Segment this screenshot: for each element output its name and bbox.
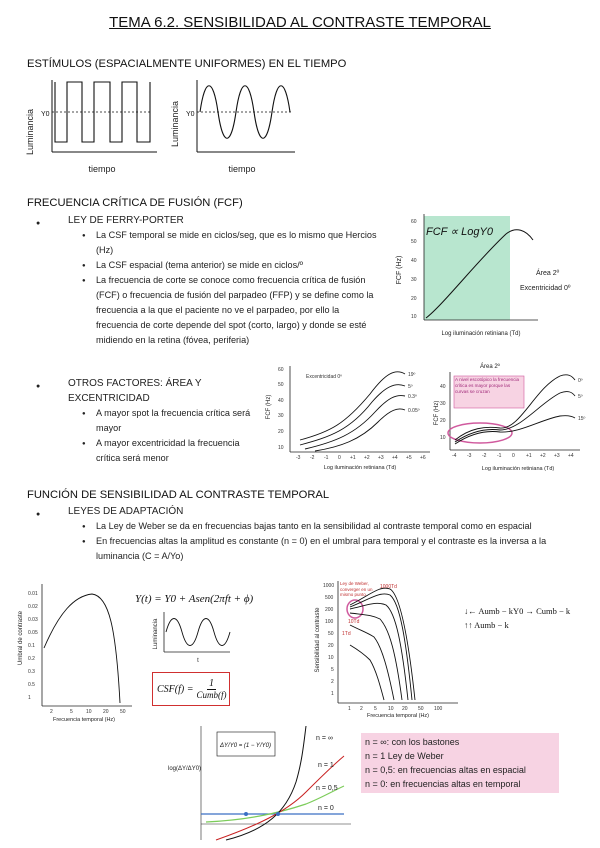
ecc-xtick-6: +2 (540, 453, 546, 459)
square-y0-label: Y0 (41, 111, 50, 118)
area-xtick-8: +5 (406, 455, 412, 461)
threshold-chart (14, 578, 134, 723)
ferry-porter-list (96, 228, 378, 348)
csf-series-1000: 1000Td (380, 584, 397, 590)
thr-xtick-0: 2 (50, 709, 53, 715)
bullet-other-factors-label: ● OTROS FACTORES: ÁREA Y EXCENTRICIDAD (68, 378, 201, 404)
sine-ylabel: Luminancia (170, 100, 180, 148)
weber-arrows (464, 604, 570, 632)
csf-xtick-3: 10 (388, 706, 394, 712)
sine-xlabel: tiempo (228, 164, 256, 174)
area-ytick-0: 60 (278, 367, 284, 373)
laws-point-a (244, 812, 248, 816)
thr-xtick-2: 10 (86, 709, 92, 715)
adaptation-list (96, 519, 581, 564)
csf-ytick-3: 100 (325, 619, 334, 625)
ecc-series-15: 15º (578, 416, 586, 422)
thr-ytick-8: 1 (28, 695, 31, 701)
list-item: ● A mayor spot la frecuencia crítica será mayor (96, 406, 256, 436)
fp-note-area: Área 2º (536, 270, 560, 277)
square-xlabel: tiempo (88, 164, 116, 174)
fp-ytick-5: 10 (411, 314, 417, 320)
area-xtick-7: +4 (392, 455, 398, 461)
csf-xlabel: Frecuencia temporal (Hz) (366, 713, 430, 719)
weber-arrows-line2: ↑↑ Aumb − k (464, 620, 509, 630)
thr-ytick-3: 0.05 (28, 630, 38, 636)
bullet-ferry-porter (68, 213, 184, 228)
section-heading-stimuli: ESTÍMULOS (ESPACIALMENTE UNIFORMES) EN EL TIEMPO (27, 58, 347, 70)
laws-series-inf: n = ∞ (316, 735, 333, 742)
area-ytick-1: 50 (278, 382, 284, 388)
area-xlabel: Log iluminación retiniana (Td) (323, 465, 397, 471)
laws-ylabel: log(ΔY/ΔY0) (168, 766, 202, 772)
bullet-adaptation-label: ● LEYES DE ADAPTACIÓN (68, 506, 183, 517)
other-factors-list (96, 406, 256, 466)
ecc-xtick-5: +1 (526, 453, 532, 459)
mini-xlabel: t (197, 658, 199, 664)
area-label: Excentricidad 0º (306, 374, 343, 380)
laws-legend-box (361, 733, 559, 793)
mini-sine (166, 619, 230, 646)
csf-curve-10 (350, 613, 402, 700)
area-curve-19 (300, 372, 405, 440)
list-item: ● La Ley de Weber se da en frecuencias bajas tanto en la sensibilidad al contraste temporal como en espacial (96, 519, 581, 534)
ecc-xlabel: Log iluminación retiniana (Td) (481, 466, 555, 472)
fp-ytick-0: 60 (411, 219, 417, 225)
area-xtick-3: 0 (338, 455, 341, 461)
csf-ytick-5: 20 (328, 643, 334, 649)
list-item: ● A mayor excentricidad la frecuencia crítica será menor (96, 436, 256, 466)
csf-denominator: Cumb(f) (196, 690, 227, 700)
area-curve-5 (300, 385, 405, 445)
list-item: ● La CSF temporal se mide en ciclos/seg, que es lo mismo que Hercios (Hz) (96, 228, 378, 258)
thr-xlabel: Frecuencia temporal (Hz) (52, 717, 116, 723)
ecc-series-5: 5º (578, 394, 583, 400)
csf-ytick-4: 50 (328, 631, 334, 637)
laws-series-1: n = 1 (318, 762, 334, 769)
area-xtick-1: -2 (310, 455, 315, 461)
laws-series-05: n = 0,5 (316, 785, 338, 792)
area-xtick-9: +6 (420, 455, 426, 461)
section-heading-fcf: FRECUENCIA CRÍTICA DE FUSIÓN (FCF) (27, 197, 243, 209)
legend-item: n = 0: en frecuencias altas en temporal (365, 779, 521, 789)
adaptation-laws-chart (166, 722, 356, 848)
fp-ytick-2: 40 (411, 258, 417, 264)
legend-item: n = ∞: con los bastones (365, 737, 460, 747)
csf-ytick-7: 5 (331, 667, 334, 673)
ecc-annotation: A nivel escotópico la frecuencia crítica es mayor porque las curvas se cruzan (455, 377, 520, 394)
legend-item: n = 1 Ley de Weber (365, 751, 444, 761)
fp-formula: FCF ∝ LogY0 (426, 226, 493, 238)
laws-formula: ΔY/Y0 = (1 − Y/Y0) (220, 743, 271, 749)
ecc-ylabel: FCF (Hz) (434, 400, 440, 426)
fp-ylabel: FCF (Hz) (396, 255, 403, 285)
csf-curve-500 (350, 594, 412, 700)
csf-ytick-2: 200 (325, 607, 334, 613)
fp-ytick-4: 20 (411, 296, 417, 302)
area-xtick-0: -3 (296, 455, 301, 461)
mini-ylabel: Luminancia (153, 618, 159, 650)
ecc-xtick-3: -1 (497, 453, 502, 459)
csf-xtick-4: 20 (402, 706, 408, 712)
formula-luminance-time: Y(t) = Y0 + Asen(2πft + ϕ) (135, 593, 254, 605)
csf-ytick-0: 1000 (323, 583, 335, 589)
ecc-ytick-2: 20 (440, 418, 446, 424)
thr-ytick-0: 0.01 (28, 591, 38, 597)
list-item: ● La CSF espacial (tema anterior) se mide en ciclos/º (96, 258, 378, 273)
ecc-ytick-1: 30 (440, 401, 446, 407)
bullet-adaptation (68, 504, 183, 519)
area-series-5: 5º (408, 384, 413, 390)
area-xtick-6: +3 (378, 455, 384, 461)
thr-xtick-4: 50 (120, 709, 126, 715)
csf-xtick-2: 5 (374, 706, 377, 712)
sine-wave-figure (167, 72, 302, 178)
ecc-series-0: 0º (578, 378, 583, 384)
list-item: ● La frecuencia de corte se conoce como frecuencia crítica de fusión (FCF) o frecuencia de fusión del parpadeo (FFP) y se define como la frecuencia a la que el paciente no ve el parpadeo, por ello la frecuencia de corte depende del spot (corto, largo) y donde se esté midiendo en la retina (fóvea, periferia) (96, 273, 378, 348)
thr-ytick-5: 0.2 (28, 656, 35, 662)
ecc-xtick-4: 0 (512, 453, 515, 459)
ecc-xtick-2: -2 (482, 453, 487, 459)
fp-ytick-3: 30 (411, 277, 417, 283)
sine-y0-label: Y0 (186, 111, 195, 118)
csf-ylabel: Sensibilidad al contraste (315, 607, 321, 673)
thr-ytick-1: 0.02 (28, 604, 38, 610)
csf-xtick-5: 50 (418, 706, 424, 712)
ferry-porter-chart (388, 210, 580, 340)
csf-weber-label: Ley de Weber, converger en un mismo punto (340, 581, 373, 597)
area-ylabel: FCF (Hz) (266, 394, 272, 420)
ecc-xtick-0: -4 (452, 453, 457, 459)
area-series-03: 0.3º (408, 394, 417, 400)
csf-xtick-0: 1 (348, 706, 351, 712)
square-wave-figure (22, 72, 162, 178)
csf-curves-chart (310, 575, 460, 719)
csf-ytick-6: 10 (328, 655, 334, 661)
area-ytick-3: 30 (278, 413, 284, 419)
csf-lhs: CSF(f) = (157, 683, 194, 695)
area-xtick-2: -1 (324, 455, 329, 461)
page-title: TEMA 6.2. SENSIBILIDAD AL CONTRASTE TEMPORAL (109, 14, 491, 31)
thr-xtick-1: 5 (70, 709, 73, 715)
ecc-xtick-7: +3 (554, 453, 560, 459)
mini-wave-figure (150, 608, 235, 666)
square-ylabel: Luminancia (25, 108, 35, 156)
csf-fraction (196, 678, 226, 700)
area-chart (260, 362, 435, 474)
thr-ytick-7: 0.5 (28, 682, 35, 688)
formula-csf-box (152, 672, 230, 706)
area-ytick-2: 40 (278, 398, 284, 404)
csf-curve-01 (350, 645, 384, 700)
csf-ytick-9: 1 (331, 691, 334, 697)
thr-ytick-6: 0.3 (28, 669, 35, 675)
area-series-005: 0.05º (408, 408, 420, 414)
eccentricity-chart (434, 358, 590, 480)
laws-series-0: n = 0 (318, 805, 334, 812)
area-curve-03 (305, 396, 405, 449)
thr-ytick-2: 0.03 (28, 617, 38, 623)
fp-xlabel: Log iluminación retiniana (Td) (441, 331, 521, 337)
thr-ytick-4: 0.1 (28, 643, 35, 649)
area-ytick-4: 20 (278, 429, 284, 435)
csf-xtick-6: 100 (434, 706, 443, 712)
csf-numerator: 1 (208, 678, 214, 689)
area-ytick-5: 10 (278, 445, 284, 451)
csf-curve-1 (350, 625, 394, 700)
fp-ytick-1: 50 (411, 239, 417, 245)
csf-ytick-1: 500 (325, 595, 334, 601)
area-series-19: 19º (408, 372, 416, 378)
ecc-xtick-8: +4 (568, 453, 574, 459)
thr-xtick-3: 20 (103, 709, 109, 715)
area-xtick-4: +1 (350, 455, 356, 461)
csf-series-1: 1Td (342, 631, 351, 637)
ecc-ytick-0: 40 (440, 384, 446, 390)
legend-item: n = 0,5: en frecuencias altas en espacial (365, 765, 526, 775)
ecc-xtick-1: -3 (467, 453, 472, 459)
area-xtick-5: +2 (364, 455, 370, 461)
csf-series-10: 10Td (348, 619, 360, 625)
bullet-other-factors (68, 376, 248, 406)
bullet-ferry-porter-label: ● LEY DE FERRY-PORTER (68, 215, 184, 226)
ecc-label: Área 2º (480, 364, 500, 370)
thr-ylabel: Umbral de contraste (18, 610, 24, 666)
csf-ytick-8: 2 (331, 679, 334, 685)
list-item: ● En frecuencias altas la amplitud es constante (n = 0) en el umbral para temporal y el contraste es la inversa a la luminancia (C = A/Yo) (96, 534, 581, 564)
laws-point-b (276, 812, 280, 816)
csf-xtick-1: 2 (360, 706, 363, 712)
ecc-ytick-3: 10 (440, 435, 446, 441)
fp-note-ecc: Excentricidad 0º (520, 285, 571, 292)
thr-curve (44, 594, 120, 703)
section-heading-csf-temporal: FUNCIÓN DE SENSIBILIDAD AL CONTRASTE TEMPORAL (27, 489, 330, 501)
weber-arrows-line1: ↓← Aumb − kY0 → Cumb − k (464, 606, 571, 616)
